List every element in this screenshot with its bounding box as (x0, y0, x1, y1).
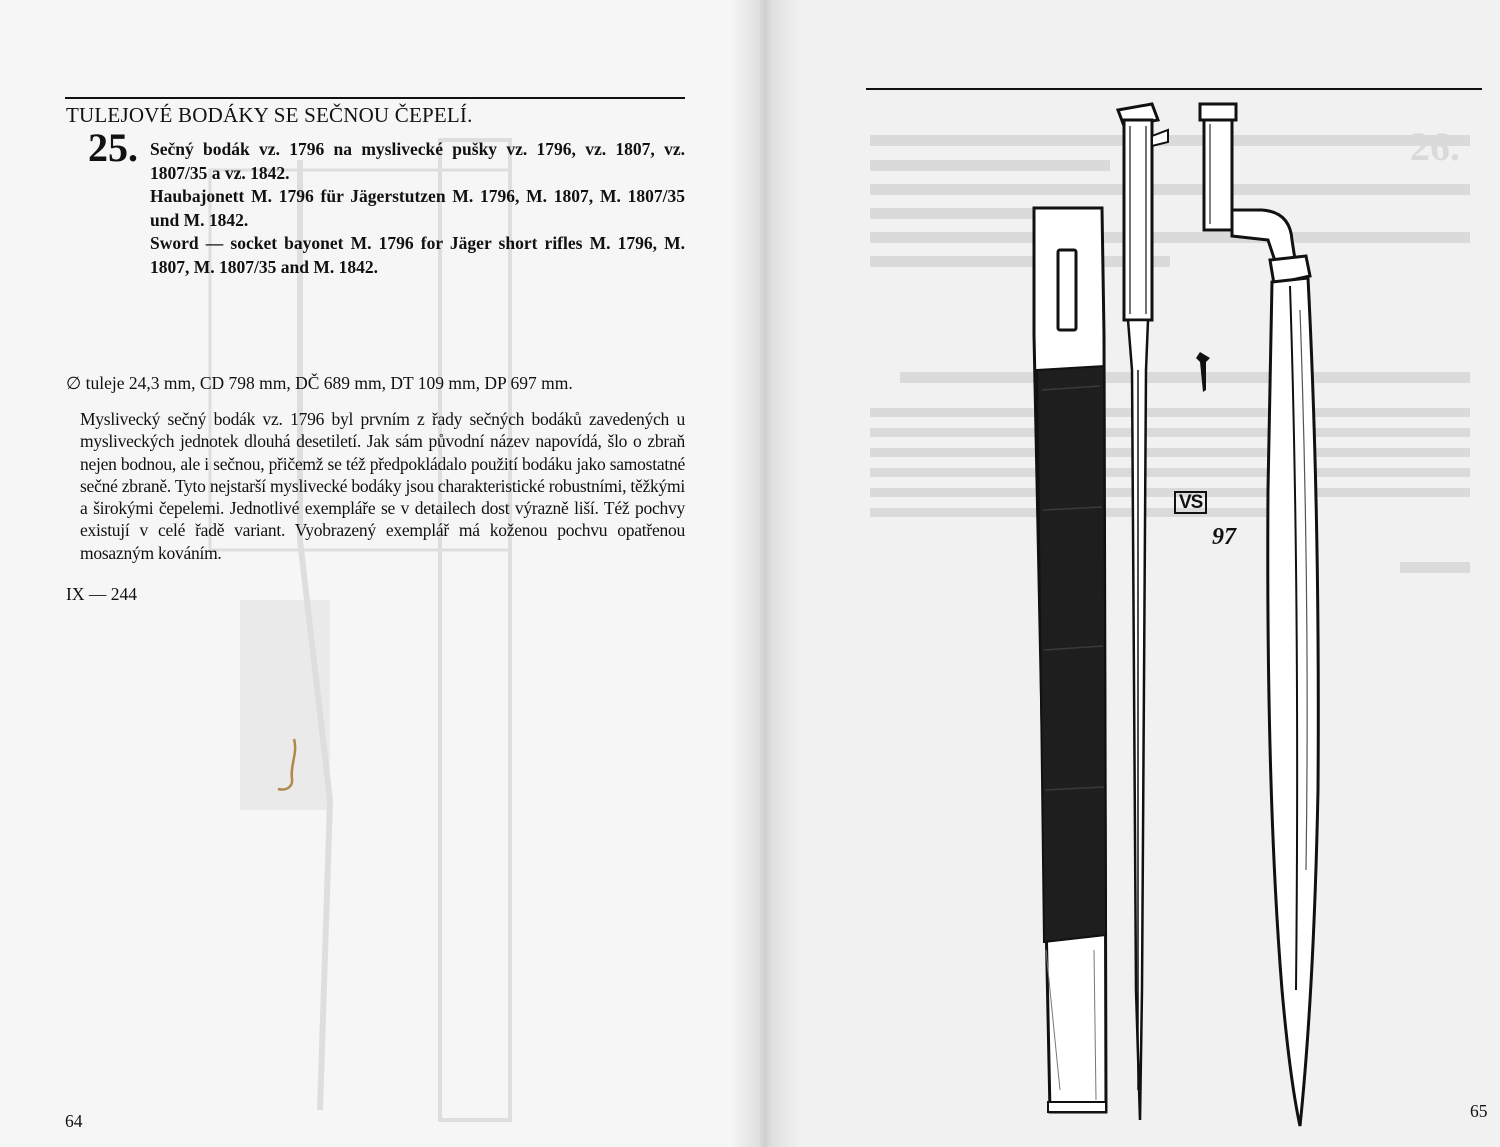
title-english: Sword — socket bayonet M. 1796 for Jäger short rifles M. 1796, M. 1807, M. 1807/35 and M. 1842. (150, 233, 685, 277)
book-gutter (730, 0, 800, 1147)
paper-fibre (272, 735, 312, 795)
bayonet-side-view (1118, 104, 1168, 1120)
title-czech: Sečný bodák vz. 1796 na myslivecké pušky vz. 1796, vz. 1807, vz. 1807/35 a vz. 1842. (150, 139, 685, 183)
stamp-number: 97 (1212, 524, 1236, 550)
title-german: Haubajonett M. 1796 für Jägerstutzen M. 1796, M. 1807, M. 1807/35 und M. 1842. (150, 186, 685, 230)
dimensions-line: ∅ tuleje 24,3 mm, CD 798 mm, DČ 689 mm, DT 109 mm, DP 697 mm. (66, 373, 573, 393)
entry-number: 25. (88, 125, 138, 170)
entry-titles (150, 138, 685, 279)
stamp-vs: VS (1174, 491, 1207, 514)
scabbard-drawing (1034, 208, 1106, 1112)
catalog-code: IX — 244 (66, 584, 137, 604)
header-rule (65, 97, 685, 99)
svg-text:26.: 26. (1410, 124, 1460, 169)
arrow-mark (1196, 352, 1210, 392)
section-heading: TULEJOVÉ BODÁKY SE SEČNOU ČEPELÍ. (66, 103, 473, 127)
description-paragraph: Myslivecký sečný bodák vz. 1796 byl prvním z řady sečných bodáků zavedených u mysliveckých jednotek dlouhá desetiletí. Jak sám původní název napovídá, šlo o zbraň nejen bodnou, ale i sečnou, přičemž se též předpokládalo použití bodáku jako samostatné sečné zbraně. Tyto nejstarší myslivecké bodáky jsou charakteristické robustními, těžkými a širokými čepelemi. Jednotlivé exempláře se v detailech dost výrazně liší. Též pochvy existují v celé řadě variant. Vyobrazený exemplář má koženou pochvu opatřenou mosazným kováním. (80, 409, 685, 563)
page-number-left: 64 (65, 1111, 83, 1131)
bayonet-front-view (1200, 104, 1318, 1126)
bayonet-illustration (1000, 90, 1360, 1130)
page-number-right: 65 (1470, 1101, 1488, 1121)
